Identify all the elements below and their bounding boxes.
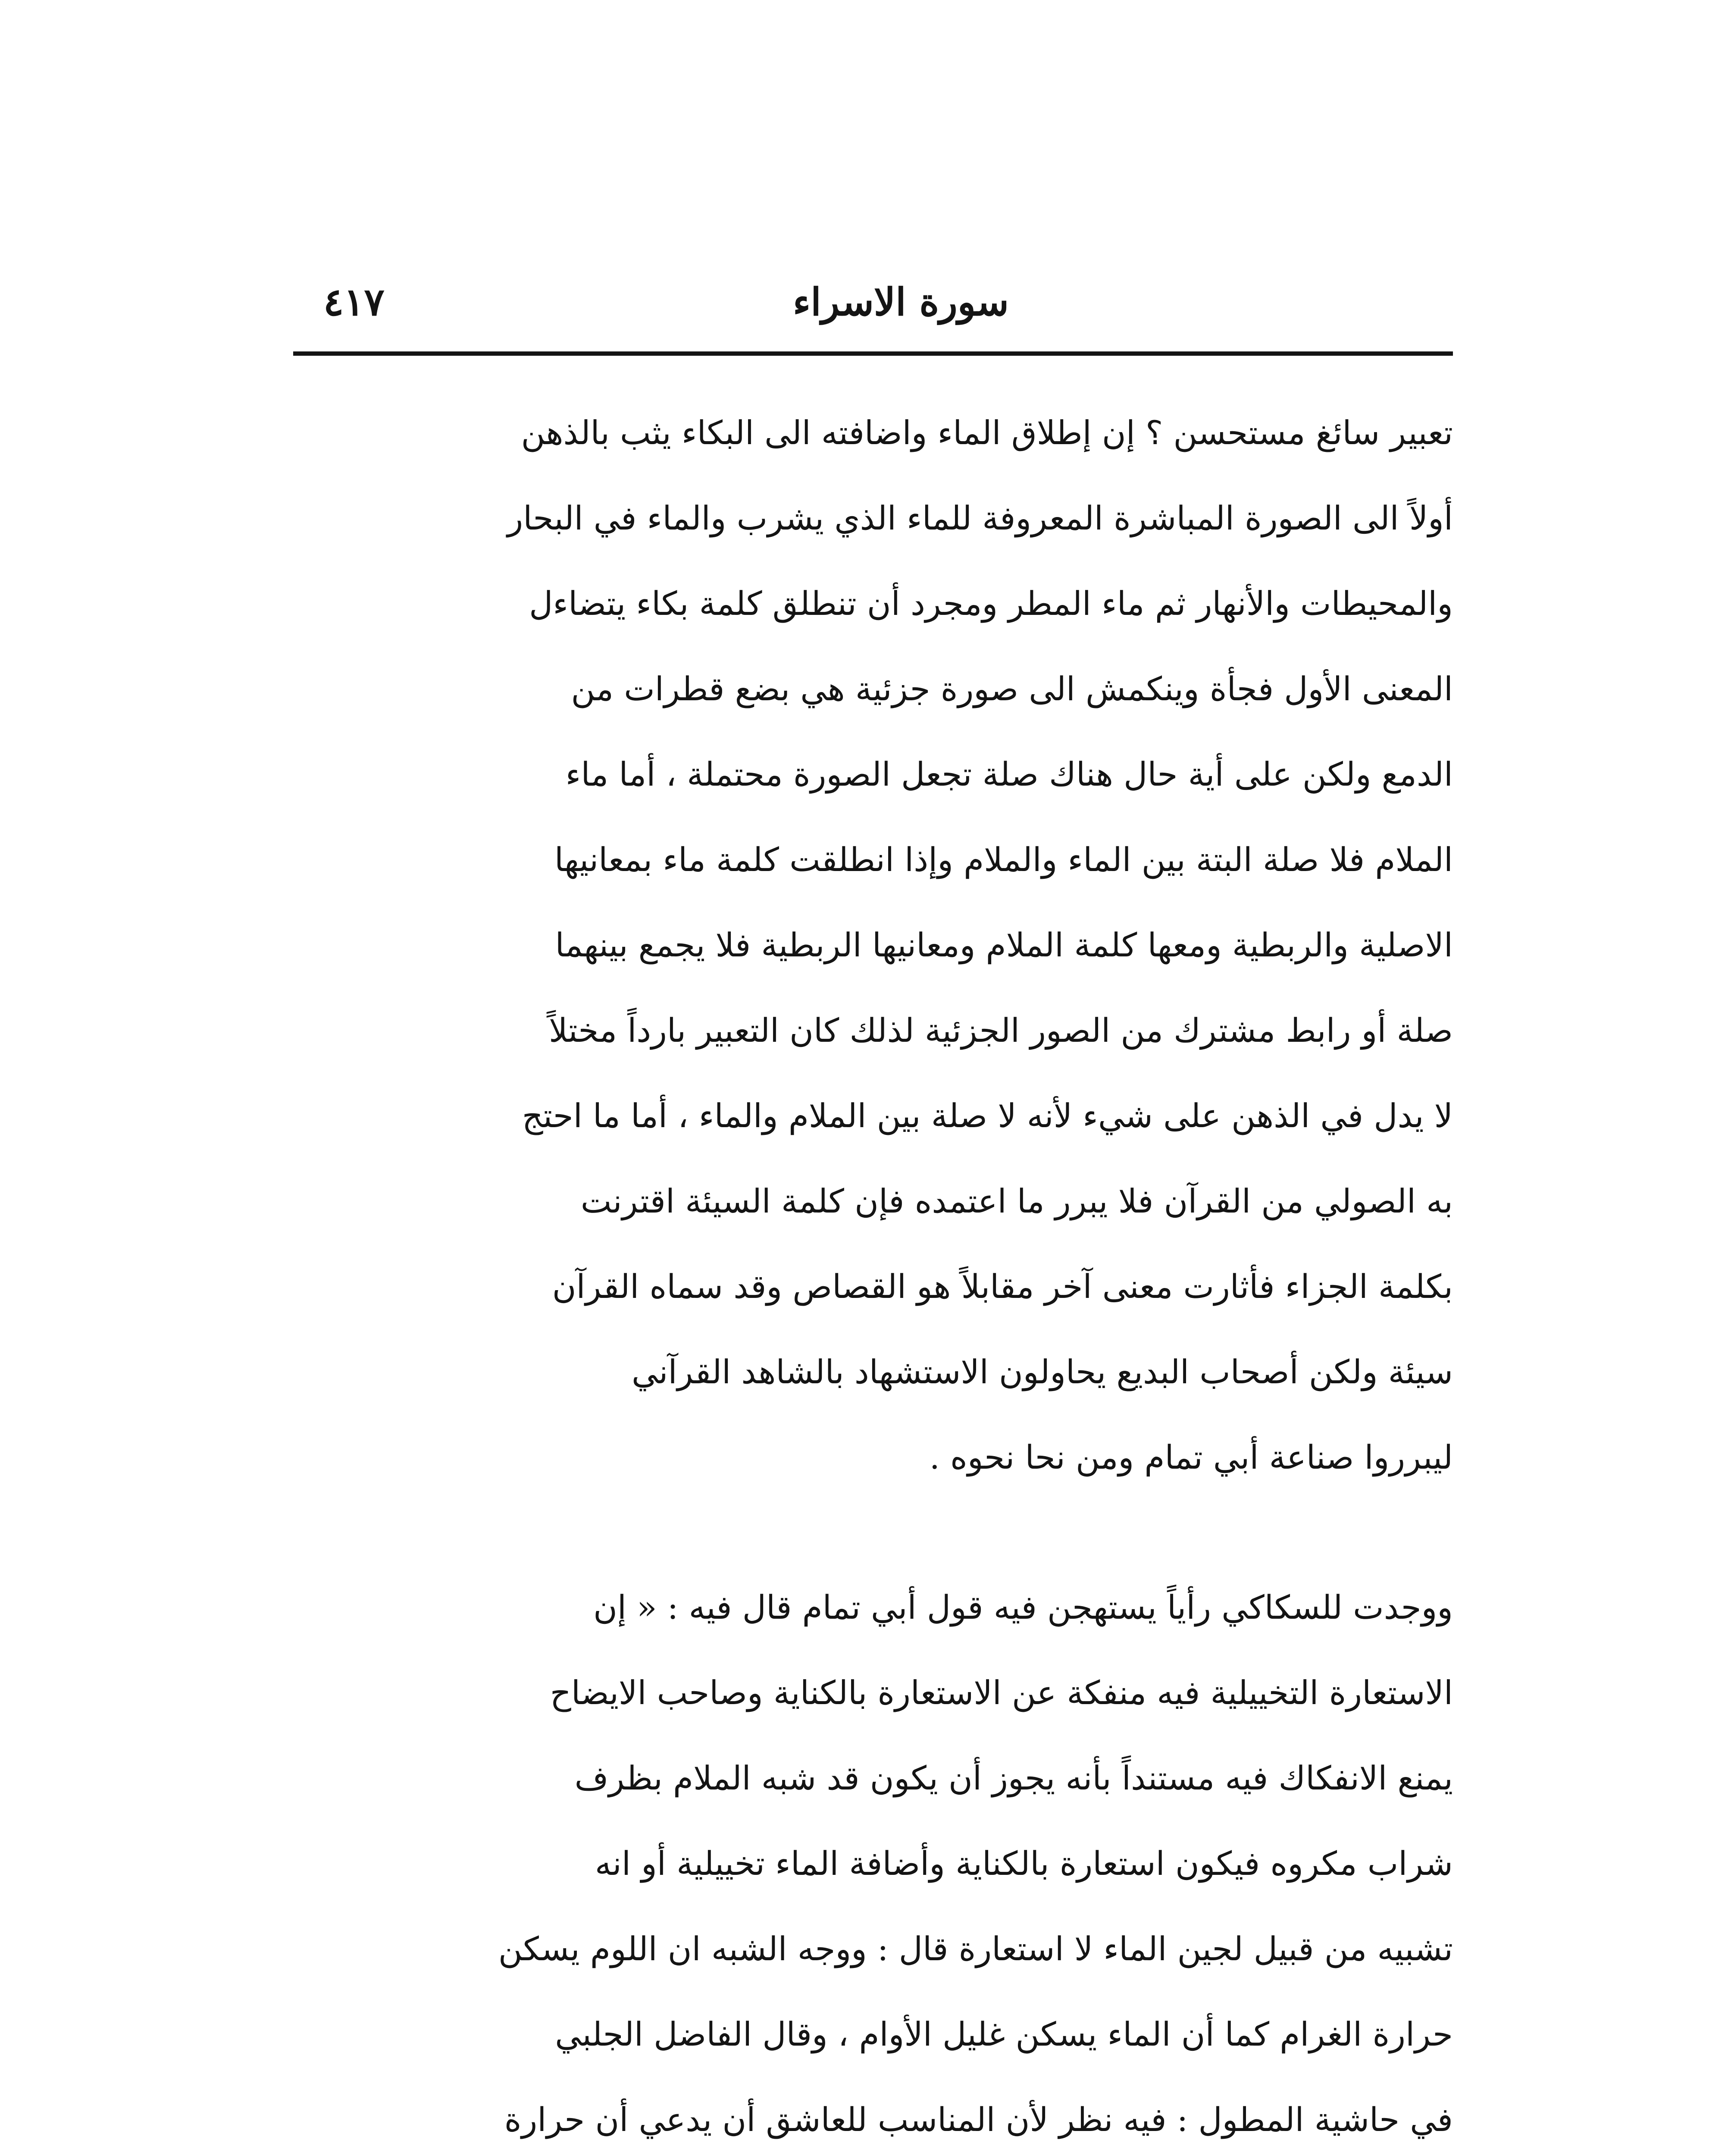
text-line: حرارة الغرام كما أن الماء يسكن غليل الأوام ، وقال الفاضل الجلبي xyxy=(555,2015,1453,2053)
text-line: شراب مكروه فيكون استعارة بالكناية وأضافة الماء تخييلية أو انه xyxy=(595,1844,1453,1883)
text-line: والمحيطات والأنهار ثم ماء المطر ومجرد أن تنطلق كلمة بكاء يتضاءل xyxy=(529,584,1453,623)
text-line: به الصولي من القرآن فلا يبرر ما اعتمده فإن كلمة السيئة اقترنت xyxy=(580,1182,1453,1220)
text-line: بكلمة الجزاء فأثارت معنى آخر مقابلاً هو القصاص وقد سماه القرآن xyxy=(552,1267,1453,1306)
body-text xyxy=(293,390,1453,2156)
text-line: أولاً الى الصورة المباشرة المعروفة للماء الذي يشرب والماء في البحار xyxy=(507,499,1453,537)
header-rule xyxy=(293,351,1453,356)
paragraph-gap xyxy=(293,1500,1453,1565)
text-line: لا يدل في الذهن على شيء لأنه لا صلة بين الملام والماء ، أما ما احتج xyxy=(522,1097,1453,1135)
paragraph xyxy=(293,390,1453,1500)
text-line: يمنع الانفكاك فيه مستنداً بأنه يجوز أن يكون قد شبه الملام بظرف xyxy=(574,1759,1453,1797)
text-line: تعبير سائغ مستحسن ؟ إن إطلاق الماء واضافته الى البكاء يثب بالذهن xyxy=(521,414,1453,452)
text-line: صلة أو رابط مشترك من الصور الجزئية لذلك كان التعبير بارداً مختلاً xyxy=(548,1011,1453,1050)
text-line: ووجدت للسكاكي رأياً يستهجن فيه قول أبي تمام قال فيه : « إن xyxy=(593,1588,1453,1626)
text-line: في حاشية المطول : فيه نظر لأن المناسب للعاشق أن يدعي أن حرارة xyxy=(504,2100,1453,2139)
text-line: تشبيه من قبيل لجين الماء لا استعارة قال : ووجه الشبه ان اللوم يسكن xyxy=(498,1930,1453,1968)
running-head xyxy=(293,263,1453,341)
paragraph xyxy=(293,1565,1453,2156)
text-line: الاستعارة التخييلية فيه منفكة عن الاستعارة بالكناية وصاحب الايضاح xyxy=(550,1673,1453,1712)
text-line: الملام فلا صلة البتة بين الماء والملام وإذا انطلقت كلمة ماء بمعانيها xyxy=(554,840,1453,879)
text-line: الاصلية والربطية ومعها كلمة الملام ومعانيها الربطية فلا يجمع بينهما xyxy=(555,926,1453,964)
text-line: المعنى الأول فجأة وينكمش الى صورة جزئية هي بضع قطرات من xyxy=(571,670,1453,708)
chapter-title: سورة الاسراء xyxy=(792,279,1009,324)
text-line: ليبرروا صناعة أبي تمام ومن نحا نحوه . xyxy=(929,1438,1453,1476)
text-line: سيئة ولكن أصحاب البديع يحاولون الاستشهاد بالشاهد القرآني xyxy=(631,1353,1453,1391)
text-line: الدمع ولكن على أية حال هناك صلة تجعل الصورة محتملة ، أما ماء xyxy=(565,755,1453,793)
page-number: ٤١٧ xyxy=(323,279,385,324)
